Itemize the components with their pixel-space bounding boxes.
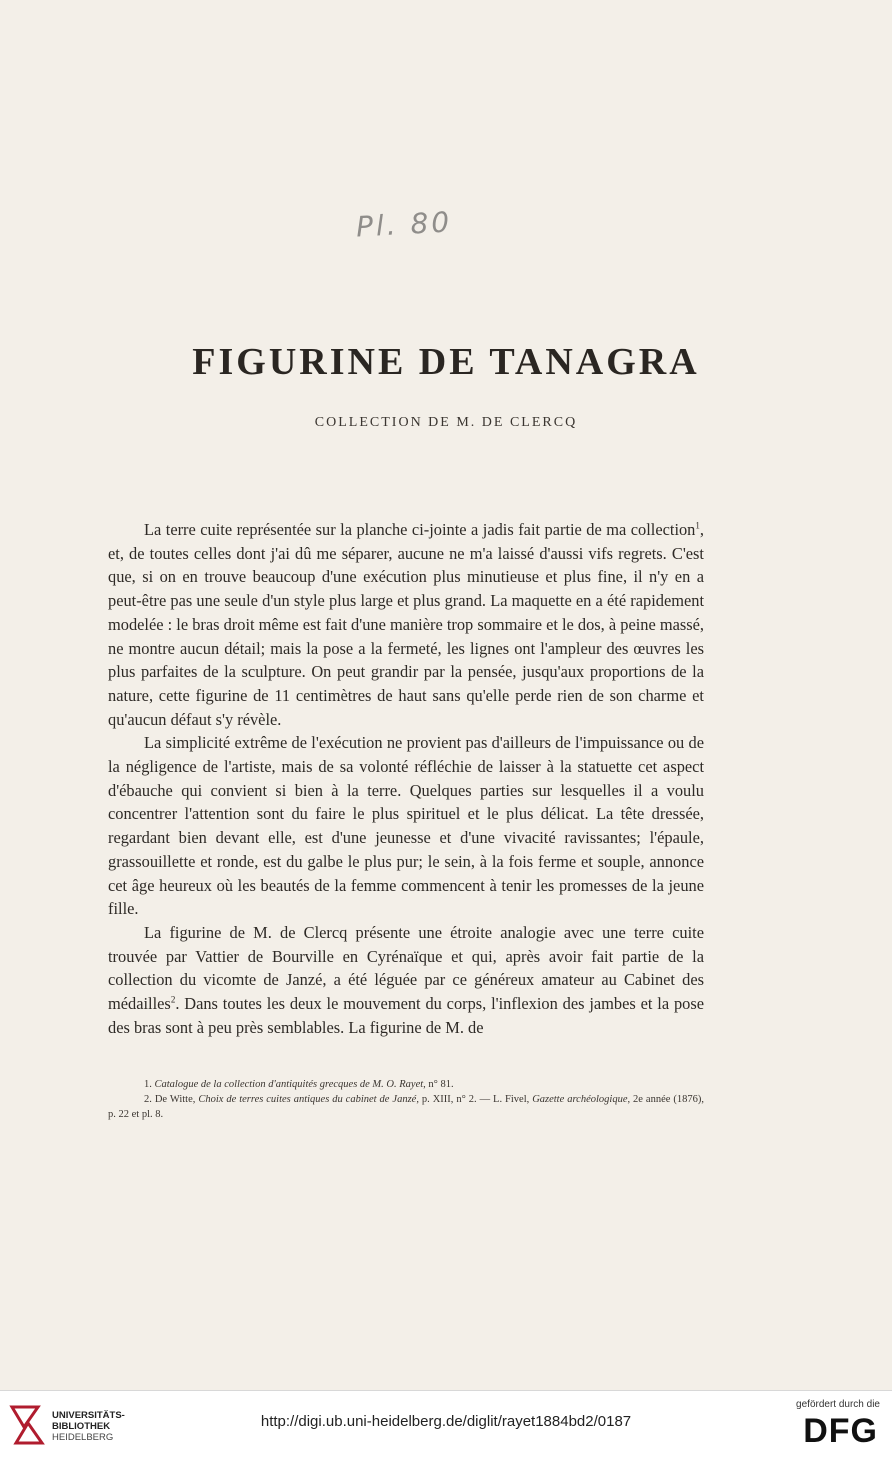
handwritten-plate-note: Pl. 80 [355,205,453,244]
footnote-2-mid: , p. XIII, n° 2. — L. Fivel, [416,1094,533,1105]
dfg-logo[interactable]: DFG [803,1412,878,1450]
paragraph-3-text-a: La figurine de M. de Clercq présente une étroite analogie avec une terre cuite trouvée par Vattier de Bourville en Cyrénaïque et qui, après avoir fait partie de la collection du vicomte de Janzé, a été léguée par ce généreux amateur au Cabinet des médailles [108,922,704,1014]
paragraph-1 [108,518,704,731]
paragraph-1-text-b: , et, de toutes celles dont j'ai dû me séparer, aucune ne m'a laissé d'aussi vifs regrets. C'est que, si on en trouve beaucoup d'une exécution plus minutieuse et plus fine, il n'y en a peut-être pas une seule d'un style plus large et plus grand. La maquette en a été rapidement modelée : le bras droit même est fait d'une manière trop sommaire et le dos, à peine massé, ne montre aucun détail; mais la pose a la fermeté, les lignes ont l'ampleur des œuvres les plus parfaites de la sculpture. On peut grandir par la pensée, jusqu'aux proportions de la nature, cette figurine de 11 centimètres de haut sans qu'elle perde rien de son charme et qu'aucun défaut s'y révèle. [108,520,705,729]
footnote-2-author: 2. De Witte, [144,1094,199,1105]
footnote-1-title: Catalogue de la collection d'antiquités grecques de M. O. Rayet [154,1079,424,1090]
paragraph-3-text-b: . Dans toutes les deux le mouvement du corps, l'inflexion des jambes et la pose des bras sont à peu près semblables. La figurine de M. de [108,994,704,1037]
article-body [108,518,704,1039]
article-subtitle: COLLECTION DE M. DE CLERCQ [314,415,578,430]
footnote-2-title: Choix de terres cuites antiques du cabinet de Janzé [198,1094,417,1105]
library-name-line-3: HEIDELBERG [52,1432,114,1443]
library-name-line-1: UNIVERSITÄTS- [52,1410,125,1421]
footnotes [108,1077,704,1122]
footnote-ref-2: 2 [170,994,176,1005]
footnote-2-journal: Gazette archéologique [532,1094,628,1105]
footnote-ref-1: 1 [695,520,700,531]
viewer-footer [0,1390,892,1457]
article-title: FIGURINE DE TANAGRA [192,341,700,383]
footnote-2-ref: , 2e année (1876), p. 22 et pl. 8. [108,1094,704,1120]
permalink-url[interactable]: http://digi.ub.uni-heidelberg.de/diglit/rayet1884bd2/0187 [260,1413,632,1430]
paragraph-1-text-a: La terre cuite représentée sur la planche ci-jointe a jadis fait partie de ma collection [144,520,696,539]
sponsor-label: gefördert durch die [796,1399,880,1410]
paragraph-2: La simplicité extrême de l'exécution ne provient pas d'ailleurs de l'impuissance ou de la négligence de l'artiste, mais de sa volonté réfléchie de laisser à la statuette cet aspect d'ébauche qui convient si bien à la terre. Quelques parties sur lesquelles il a voulu concentrer l'attention sont du faire le plus spirituel et le plus délicat. La tête dressée, regardant bien devant elle, est d'une jeunesse et d'une vivacité ravissantes; l'épaule, grassouillette et ronde, est du galbe le plus pur; le sein, à la fois ferme et souple, annonce cet âge heureux où les beautés de la femme commencent à tenir les promesses de la jeune fille. [108,733,704,919]
footnote-1-ref: , n° 81. [423,1079,454,1090]
footnote-1 [108,1077,704,1092]
footnote-2 [108,1092,704,1122]
paragraph-3 [108,921,704,1040]
footnote-1-number: 1. [144,1079,155,1090]
library-name-line-2: BIBLIOTHEK [52,1421,111,1432]
